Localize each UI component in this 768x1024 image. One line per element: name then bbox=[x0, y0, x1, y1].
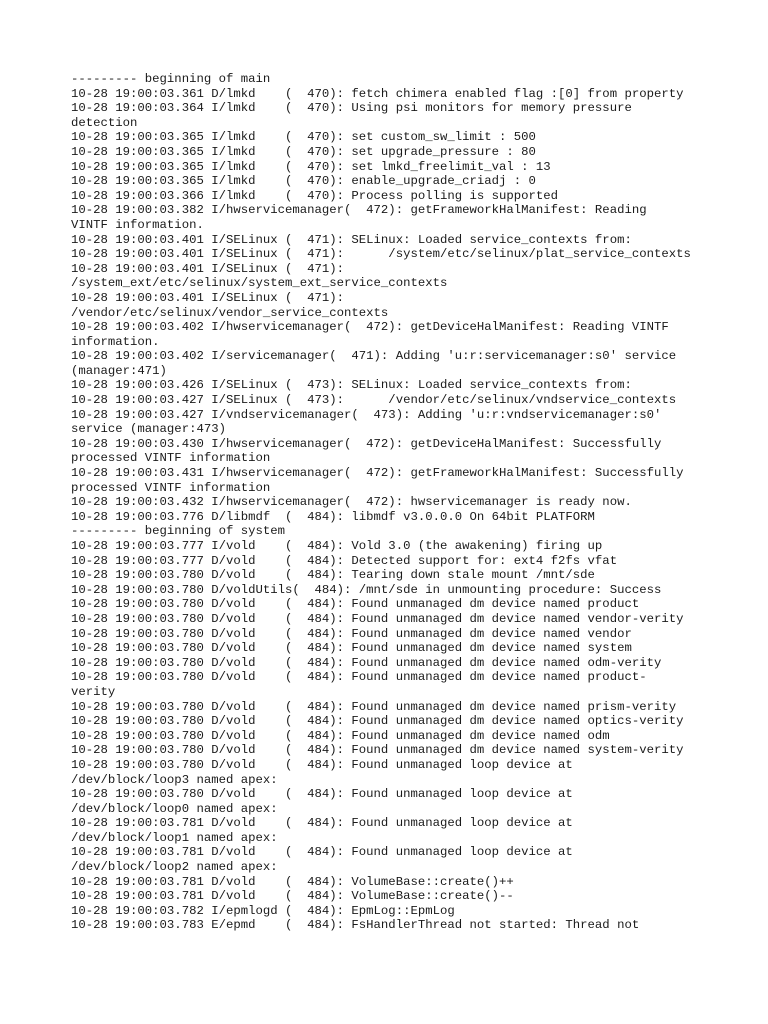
log-line: 10-28 19:00:03.780 D/vold ( 484): Found unmanaged dm device named prism-verity bbox=[71, 699, 677, 714]
log-line: 10-28 19:00:03.430 I/hwservicemanager( 472): getDeviceHalManifest: Successfully bbox=[71, 436, 662, 451]
log-line: /dev/block/loop3 named apex: bbox=[71, 772, 278, 787]
log-line: 10-28 19:00:03.780 D/vold ( 484): Tearing down stale mount /mnt/sde bbox=[71, 568, 595, 583]
log-line: --------- beginning of system bbox=[71, 524, 286, 539]
log-line: 10-28 19:00:03.401 I/SELinux ( 471): SELinux: Loaded service_contexts from: bbox=[71, 232, 632, 247]
log-line: 10-28 19:00:03.402 I/servicemanager( 471): Adding 'u:r:servicemanager:s0' service bbox=[71, 349, 677, 364]
log-line: /dev/block/loop1 named apex: bbox=[71, 830, 278, 845]
log-line: 10-28 19:00:03.783 E/epmd ( 484): FsHandlerThread not started: Thread not bbox=[71, 918, 640, 933]
log-line: 10-28 19:00:03.366 I/lmkd ( 470): Process polling is supported bbox=[71, 188, 559, 203]
log-document bbox=[71, 72, 751, 933]
log-line: 10-28 19:00:03.780 D/vold ( 484): Found unmanaged dm device named vendor-verity bbox=[71, 611, 684, 626]
log-line: 10-28 19:00:03.365 I/lmkd ( 470): set lmkd_freelimit_val : 13 bbox=[71, 159, 551, 174]
log-line: 10-28 19:00:03.776 D/libmdf ( 484): libmdf v3.0.0.0 On 64bit PLATFORM bbox=[71, 509, 595, 524]
log-line: 10-28 19:00:03.402 I/hwservicemanager( 472): getDeviceHalManifest: Reading VINTF bbox=[71, 320, 669, 335]
log-line: (manager:471) bbox=[71, 363, 167, 378]
log-line: 10-28 19:00:03.780 D/vold ( 484): Found unmanaged dm device named optics-verity bbox=[71, 714, 684, 729]
log-line: /dev/block/loop2 named apex: bbox=[71, 860, 278, 875]
log-line: detection bbox=[71, 115, 138, 130]
log-line: --------- beginning of main bbox=[71, 72, 271, 86]
log-line: /vendor/etc/selinux/vendor_service_contexts bbox=[71, 305, 389, 320]
log-line: 10-28 19:00:03.431 I/hwservicemanager( 472): getFrameworkHalManifest: Successfully bbox=[71, 466, 684, 481]
log-line: 10-28 19:00:03.364 I/lmkd ( 470): Using psi monitors for memory pressure bbox=[71, 101, 632, 116]
log-line: 10-28 19:00:03.780 D/vold ( 484): Found unmanaged dm device named vendor bbox=[71, 626, 632, 641]
log-line: service (manager:473) bbox=[71, 422, 226, 437]
log-line: processed VINTF information bbox=[71, 451, 271, 466]
log-line: 10-28 19:00:03.777 D/vold ( 484): Detected support for: ext4 f2fs vfat bbox=[71, 553, 618, 568]
log-line: 10-28 19:00:03.365 I/lmkd ( 470): set upgrade_pressure : 80 bbox=[71, 144, 536, 159]
log-line: 10-28 19:00:03.780 D/voldUtils( 484): /mnt/sde in unmounting procedure: Success bbox=[71, 582, 662, 597]
log-line: 10-28 19:00:03.782 I/epmlogd ( 484): EpmLog::EpmLog bbox=[71, 903, 455, 918]
log-line: 10-28 19:00:03.432 I/hwservicemanager( 472): hwservicemanager is ready now. bbox=[71, 495, 632, 510]
log-line: 10-28 19:00:03.780 D/vold ( 484): Found unmanaged dm device named system bbox=[71, 641, 632, 656]
log-line: information. bbox=[71, 334, 160, 349]
log-line: verity bbox=[71, 684, 116, 699]
log-line: 10-28 19:00:03.780 D/vold ( 484): Found unmanaged dm device named product bbox=[71, 597, 640, 612]
log-line: 10-28 19:00:03.426 I/SELinux ( 473): SELinux: Loaded service_contexts from: bbox=[71, 378, 632, 393]
log-line: 10-28 19:00:03.780 D/vold ( 484): Found unmanaged dm device named system-verity bbox=[71, 743, 684, 758]
log-line: 10-28 19:00:03.777 I/vold ( 484): Vold 3.0 (the awakening) firing up bbox=[71, 539, 603, 553]
log-line: 10-28 19:00:03.365 I/lmkd ( 470): enable_upgrade_criadj : 0 bbox=[71, 174, 536, 189]
log-line: 10-28 19:00:03.781 D/vold ( 484): VolumeBase::create()++ bbox=[71, 874, 514, 889]
log-line: 10-28 19:00:03.401 I/SELinux ( 471): bbox=[71, 290, 345, 305]
log-line: 10-28 19:00:03.361 D/lmkd ( 470): fetch chimera enabled flag :[0] from property bbox=[71, 86, 684, 101]
log-line: 10-28 19:00:03.382 I/hwservicemanager( 472): getFrameworkHalManifest: Reading bbox=[71, 203, 647, 218]
log-line: 10-28 19:00:03.780 D/vold ( 484): Found unmanaged loop device at bbox=[71, 757, 573, 772]
log-line: 10-28 19:00:03.365 I/lmkd ( 470): set custom_sw_limit : 500 bbox=[71, 130, 536, 145]
log-line: 10-28 19:00:03.427 I/vndservicemanager( 473): Adding 'u:r:vndservicemanager:s0' bbox=[71, 407, 662, 422]
log-line: 10-28 19:00:03.427 I/SELinux ( 473): /vendor/etc/selinux/vndservice_contexts bbox=[71, 393, 677, 408]
log-line: 10-28 19:00:03.781 D/vold ( 484): Found unmanaged loop device at bbox=[71, 845, 573, 860]
log-line: 10-28 19:00:03.401 I/SELinux ( 471): /system/etc/selinux/plat_service_contexts bbox=[71, 247, 691, 262]
log-line: 10-28 19:00:03.781 D/vold ( 484): Found unmanaged loop device at bbox=[71, 816, 573, 831]
log-line: /system_ext/etc/selinux/system_ext_service_contexts bbox=[71, 276, 448, 291]
log-line: 10-28 19:00:03.780 D/vold ( 484): Found unmanaged dm device named odm bbox=[71, 728, 610, 743]
log-line: 10-28 19:00:03.781 D/vold ( 484): VolumeBase::create()-- bbox=[71, 889, 514, 904]
log-line: /dev/block/loop0 named apex: bbox=[71, 801, 278, 816]
log-line: 10-28 19:00:03.780 D/vold ( 484): Found unmanaged dm device named product- bbox=[71, 670, 647, 685]
log-line: 10-28 19:00:03.780 D/vold ( 484): Found unmanaged loop device at bbox=[71, 787, 573, 802]
log-line: 10-28 19:00:03.401 I/SELinux ( 471): bbox=[71, 261, 345, 276]
log-line: processed VINTF information bbox=[71, 480, 271, 495]
log-line: 10-28 19:00:03.780 D/vold ( 484): Found unmanaged dm device named odm-verity bbox=[71, 655, 662, 670]
log-line: VINTF information. bbox=[71, 217, 204, 232]
